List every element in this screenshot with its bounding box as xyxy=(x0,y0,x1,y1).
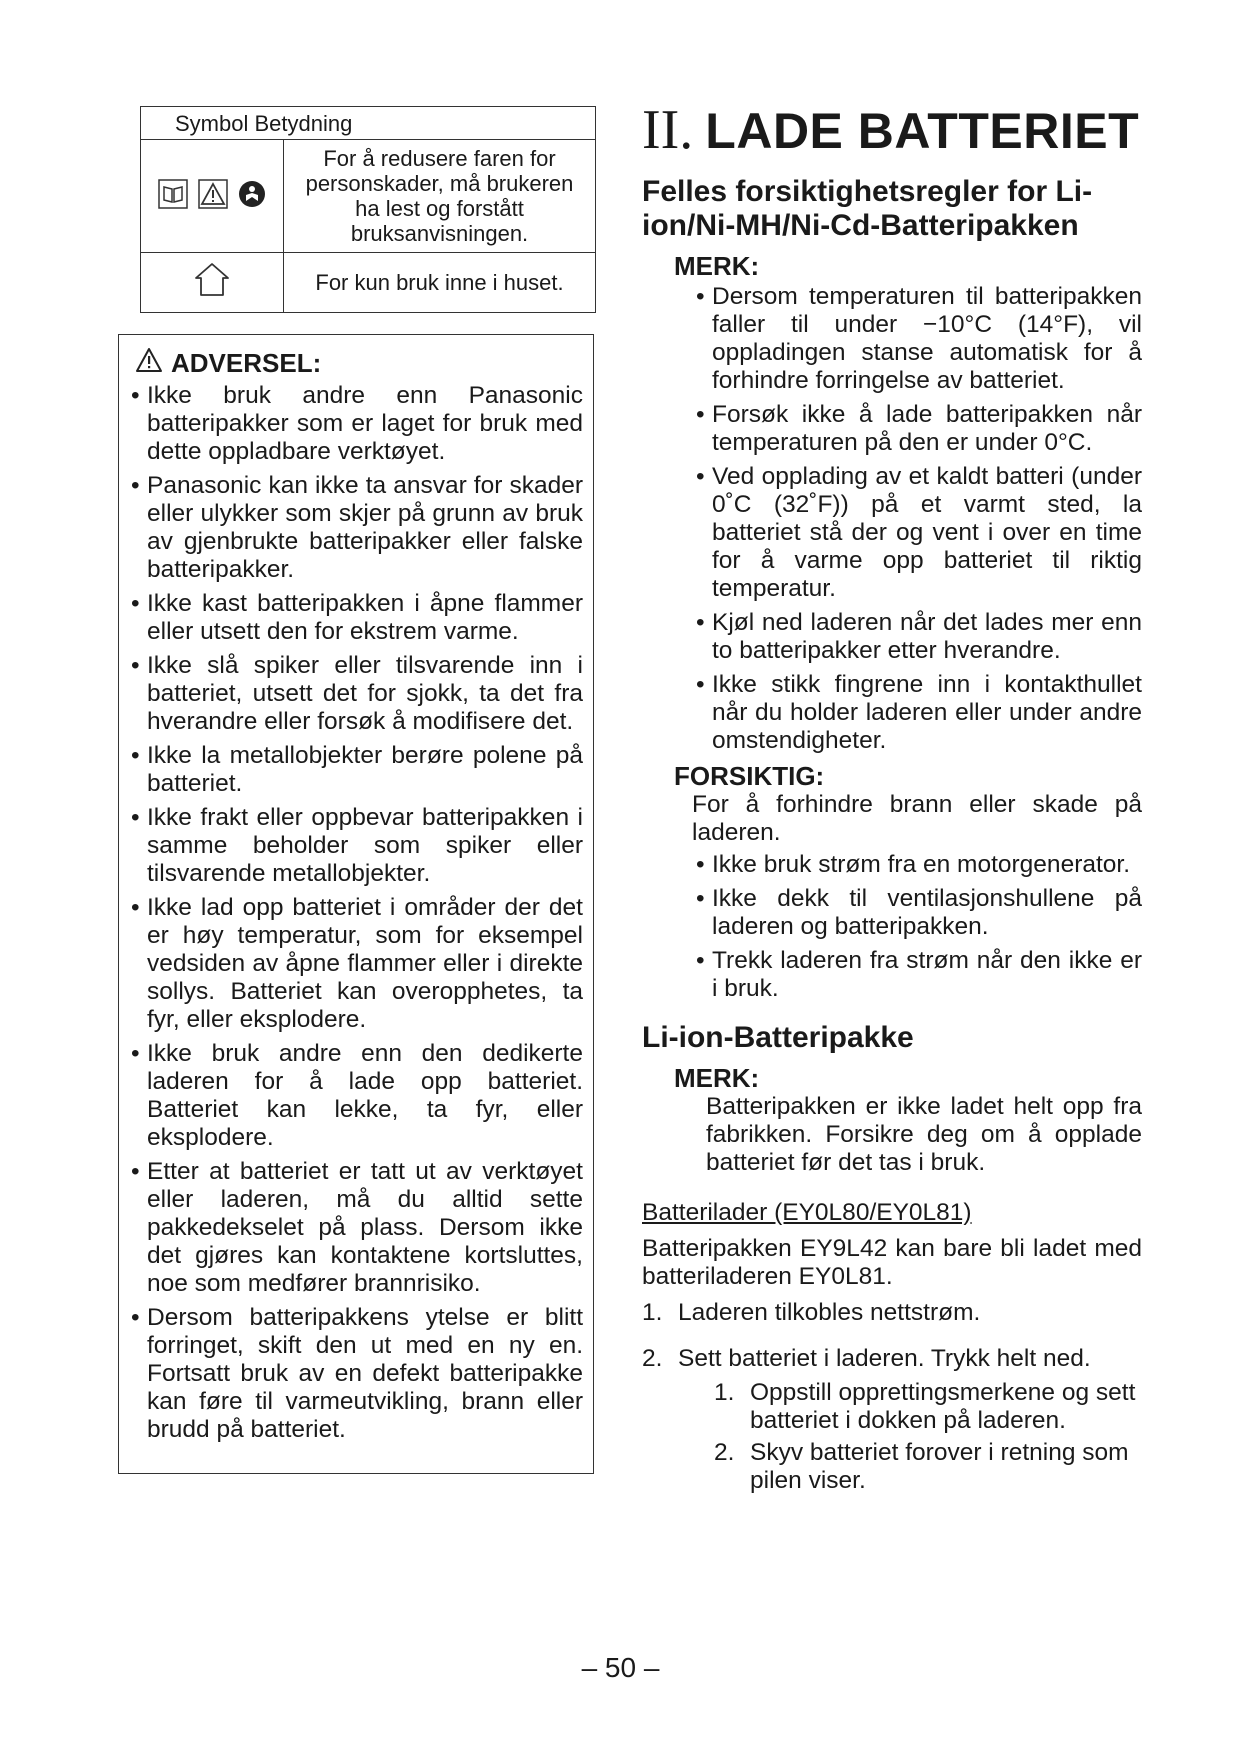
read-manual-icon xyxy=(238,180,266,213)
caution-item: • Trekk laderen fra strøm når den ikke er i bruk. xyxy=(692,947,1142,1003)
caution-item: • Ikke dekk til ventilasjonshullene på laderen og batteripakken. xyxy=(692,885,1142,941)
substep-item xyxy=(714,1439,1142,1495)
step-item xyxy=(642,1345,1142,1495)
substep-text: Skyv batteriet forover i retning som pilen viser. xyxy=(750,1439,1129,1494)
note-item: • Ikke stikk fingrene inn i kontakthullet når du holder laderen eller under andre omstendigheter. xyxy=(692,671,1142,755)
symbol-description: For å redusere faren for personskader, må brukeren ha lest og forstått bruksanvisningen. xyxy=(284,140,596,253)
symbol-table-header: Symbol Betydning xyxy=(141,107,596,140)
symbol-cell xyxy=(141,140,284,253)
symbol-description: For kun bruk inne i huset. xyxy=(284,253,596,313)
warning-item: • Ikke slå spiker eller tilsvarende inn i batteriet, utsett det for sjokk, ta det fra hverandre eller forsøk å modifisere det. xyxy=(131,652,583,736)
step-text: Laderen tilkobles nettstrøm. xyxy=(678,1299,981,1326)
section-title-common: Felles forsiktighetsregler for Li-ion/Ni-MH/Ni-Cd-Batteripakken xyxy=(642,175,1093,242)
note-label: MERK: xyxy=(674,1063,760,1093)
symbol-cell xyxy=(141,253,284,313)
warning-triangle-icon xyxy=(135,347,163,378)
warning-item: • Etter at batteriet er tatt ut av verktøyet eller laderen, må du alltid sette pakkedekselet på plass. Dersom ikke det gjøres kan kontaktene kortsluttes, noe som medfører brannrisiko. xyxy=(131,1158,583,1298)
warning-item: • Ikke kast batteripakken i åpne flammer eller utsett den for ekstrem varme. xyxy=(131,590,583,646)
note-list xyxy=(642,283,1142,755)
caution-label: FORSIKTIG: xyxy=(674,761,825,791)
warning-item: • Ikke bruk andre enn Panasonic batteripakker som er laget for bruk med dette oppladbare verktøyet. xyxy=(131,382,583,466)
charger-heading: Batterilader (EY0L80/EY0L81) xyxy=(642,1199,972,1226)
right-column xyxy=(642,100,1142,1513)
charger-text: Batteripakken EY9L42 kan bare bli ladet med batteriladeren EY0L81. xyxy=(642,1235,1142,1290)
warning-item: • Panasonic kan ikke ta ansvar for skader eller ulykker som skjer på grunn av bruk av gjenbrukte batteripakker eller falske batteripakker. xyxy=(131,472,583,584)
step-text: Sett batteriet i laderen. Trykk helt ned. xyxy=(678,1345,1091,1372)
step-number: 2. xyxy=(642,1345,663,1372)
symbol-table xyxy=(140,106,596,313)
warning-item: • Ikke la metallobjekter berøre polene på batteriet. xyxy=(131,742,583,798)
substep-text: Oppstill opprettingsmerkene og sett batteriet i dokken på laderen. xyxy=(750,1379,1136,1434)
chapter-number: II. xyxy=(642,99,694,161)
substep-number: 1. xyxy=(714,1379,735,1406)
warning-title: ADVERSEL: xyxy=(171,347,322,378)
warning-item: • Ikke lad opp batteriet i områder der det er høy temperatur, som for eksempel vedsiden av åpne flammer eller i direkte sollys. Batteriet kan overopphetes, ta fyr, eller eksplodere. xyxy=(131,894,583,1034)
liion-note: Batteripakken er ikke ladet helt opp fra fabrikken. Forsikre deg om å opplade batteriet før det tas i bruk. xyxy=(706,1093,1142,1176)
book-icon xyxy=(158,179,188,214)
note-item: • Forsøk ikke å lade batteripakken når temperaturen på den er under 0°C. xyxy=(692,401,1142,457)
warning-list xyxy=(131,382,583,1444)
steps-list xyxy=(642,1299,1142,1495)
chapter-text: LADE BATTERIET xyxy=(705,103,1140,159)
house-icon xyxy=(192,280,232,305)
substep-item xyxy=(714,1379,1142,1435)
step-number: 1. xyxy=(642,1299,663,1326)
warning-box xyxy=(118,334,594,1474)
warning-heading xyxy=(131,347,583,378)
warning-item: • Ikke frakt eller oppbevar batteripakken i samme beholder som spiker eller tilsvarende metallobjekter. xyxy=(131,804,583,888)
note-item: • Kjøl ned laderen når det lades mer enn to batteripakker etter hverandre. xyxy=(692,609,1142,665)
note-item: • Ved opplading av et kaldt batteri (under 0˚C (32˚F)) på et varmt sted, la batteriet stå der og vent i over en time for å varme opp batteriet til riktig temperatur. xyxy=(692,463,1142,603)
note-label: MERK: xyxy=(674,251,760,281)
warning-item: • Ikke bruk andre enn den dedikerte laderen for å lade opp batteriet. Batteriet kan lekke, ta fyr, eller eksplodere. xyxy=(131,1040,583,1152)
chapter-title xyxy=(642,100,1142,161)
page-number: – 50 – xyxy=(581,1652,660,1683)
caution-list xyxy=(642,851,1142,1003)
warning-item: • Dersom batteripakkens ytelse er blitt forringet, skift den ut med en ny en. Fortsatt bruk av en defekt batteripakke kan føre til varmeutvikling, brann eller brudd på batteriet. xyxy=(131,1304,583,1444)
note-item: • Dersom temperaturen til batteripakken faller til under −10°C (14°F), vil oppladingen stanse automatisk for å forhindre forringelse av batteriet. xyxy=(692,283,1142,395)
symbol-row xyxy=(141,253,596,313)
symbol-row xyxy=(141,140,596,253)
step-item xyxy=(642,1299,1142,1327)
warning-triangle-icon xyxy=(198,179,228,214)
substep-number: 2. xyxy=(714,1439,735,1466)
caution-item: • Ikke bruk strøm fra en motorgenerator. xyxy=(692,851,1142,879)
caution-intro: For å forhindre brann eller skade på laderen. xyxy=(692,791,1142,846)
substeps-list xyxy=(678,1379,1142,1495)
section-title-liion: Li-ion-Batteripakke xyxy=(642,1021,914,1054)
